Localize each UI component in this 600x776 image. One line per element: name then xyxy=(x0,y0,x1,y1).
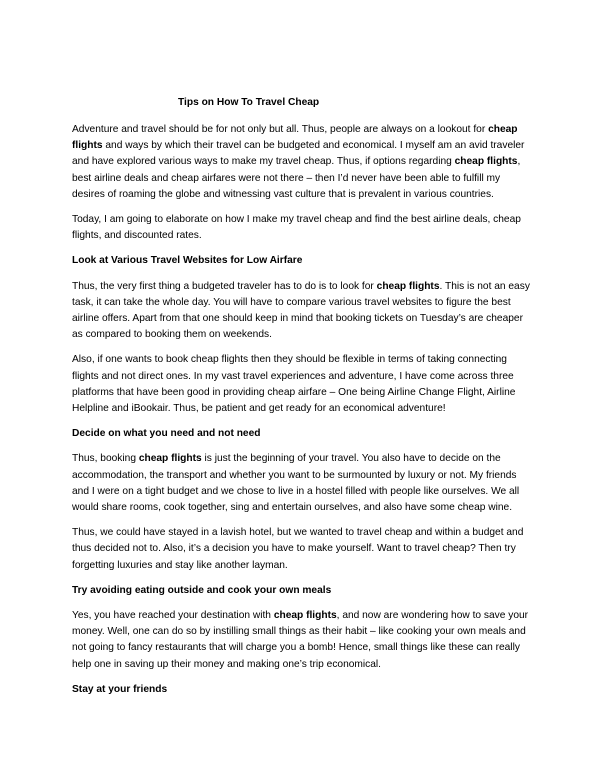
document-title: Tips on How To Travel Cheap xyxy=(178,97,320,108)
bold-keyword: cheap flights xyxy=(273,610,337,622)
text-segment: and ways by which their travel can be budgeted and economical. I myself am an avid traveler and have explored various ways to make my travel cheap. Thus, if options regarding xyxy=(72,140,525,168)
bold-keyword: cheap flights xyxy=(72,124,518,152)
text-segment: Thus, the very first thing a budgeted traveler has to do is to look for xyxy=(72,280,377,292)
text-segment: Stay at your friends xyxy=(72,683,168,695)
bold-keyword: cheap flights xyxy=(376,280,440,292)
body-paragraph xyxy=(72,352,534,417)
text-segment: Thus, booking xyxy=(72,453,139,465)
section-heading xyxy=(72,682,534,698)
text-segment: Today, I am going to elaborate on how I make my travel cheap and find the best airline deals, cheap flights, and discounted rates. xyxy=(72,214,521,242)
text-segment: , best airline deals and cheap airfares were not there – then I’d never have been able to fulfill my desires of roaming the globe and witnessing vast culture that is prevalent in various countries. xyxy=(72,156,521,200)
body-paragraph xyxy=(72,525,534,574)
document-page xyxy=(72,96,534,707)
body-paragraph xyxy=(72,451,534,516)
text-segment: Try avoiding eating outside and cook your own meals xyxy=(72,584,332,596)
section-heading xyxy=(72,583,534,599)
section-heading xyxy=(72,253,534,269)
text-segment: . This is not an easy task, it can take the whole day. You will have to compare various travel websites to figure the best airline offers. Apart from that one should keep in mind that booking tickets on Tuesday’s are cheaper as compared to booking them on weekends. xyxy=(72,280,530,341)
text-segment: Yes, you have reached your destination with xyxy=(72,610,274,622)
text-segment: is just the beginning of your travel. You also have to decide on the accommodation, the transport and whether you want to be surmounted by luxury or not. My friends and I were on a tight budget and we chose to live in a hostel filled with people like ourselves. We all would share rooms, cook together, sing and entertain ourselves, and also have some cheap wine. xyxy=(72,453,520,514)
bold-keyword: cheap flights xyxy=(454,156,518,168)
text-segment: Adventure and travel should be for not only but all. Thus, people are always on a lookout for xyxy=(72,124,489,135)
text-segment: Also, if one wants to book cheap flights then they should be flexible in terms of taking connecting flights and not direct ones. In my vast travel experiences and adventure, I have come across three platforms that have been good in providing cheap airfare – One being Airline Change Flight, Airline Helpline and iBookair. Thus, be patient and get ready for an economical adventure! xyxy=(72,354,516,415)
text-segment: Thus, we could have stayed in a lavish hotel, but we wanted to travel cheap and within a budget and thus decided not to. Also, it’s a decision you have to make yourself. Want to travel cheap? Then try forgetting luxuries and stay like another layman. xyxy=(72,527,524,571)
text-segment: Look at Various Travel Websites for Low Airfare xyxy=(72,255,303,267)
section-heading xyxy=(72,426,534,442)
bold-keyword: cheap flights xyxy=(138,453,202,465)
body-paragraph xyxy=(72,279,534,344)
text-segment: Decide on what you need and not need xyxy=(72,428,261,440)
text-segment: , and now are wondering how to save your money. Well, one can do so by instilling small things as their habit – like cooking your own meals and not going to fancy restaurants that will charge you a bomb! Hence, small things like these can really help one in saving up their money and making one’s trip economical. xyxy=(72,610,529,670)
body-paragraph xyxy=(72,122,534,203)
body-paragraph xyxy=(72,212,534,244)
body-paragraph xyxy=(72,608,534,673)
document-body xyxy=(72,122,534,698)
